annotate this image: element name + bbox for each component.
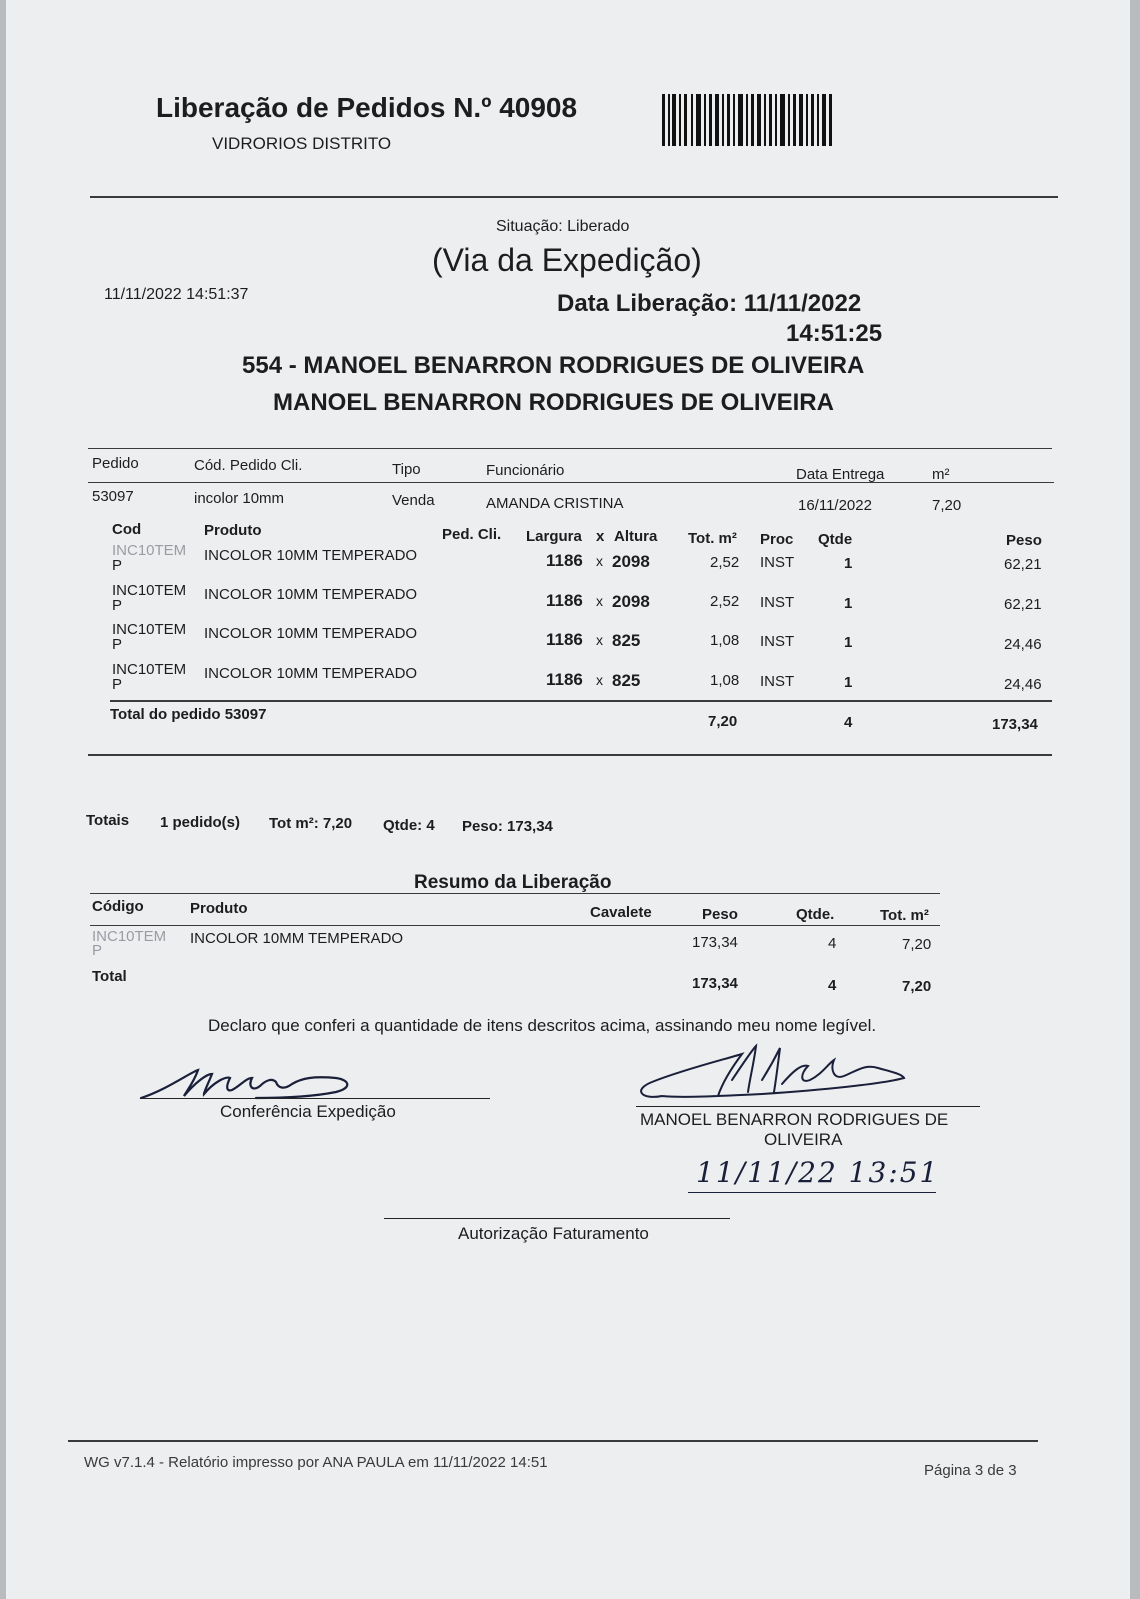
item-produto: INCOLOR 10MM TEMPERADO <box>204 625 418 642</box>
item-tot-m2: 1,08 <box>710 672 740 689</box>
item-cod-suffix: P <box>112 676 123 693</box>
data-liberacao: Data Liberação: 11/11/2022 <box>557 290 862 317</box>
item-qtde: 1 <box>844 595 853 612</box>
item-header-cod: Cod <box>112 521 142 538</box>
item-largura: 1186 <box>546 630 583 649</box>
resumo-header-rule <box>90 925 940 926</box>
item-header-x: x <box>596 528 605 545</box>
item-x: x <box>596 553 603 569</box>
resumo-top-rule <box>90 893 940 894</box>
autorizacao-label: Autorização Faturamento <box>458 1224 649 1243</box>
totais-tot-m2: Tot m²: 7,20 <box>269 815 353 832</box>
col-header-data-entrega: Data Entrega <box>796 466 885 483</box>
situacao-label: Situação: Liberado <box>496 218 630 235</box>
item-cod-suffix: P <box>112 636 123 653</box>
resumo-header-codigo: Código <box>92 898 144 915</box>
totais-pedidos: 1 pedido(s) <box>160 814 241 831</box>
order-cod-pedido-cli: incolor 10mm <box>194 490 285 507</box>
order-data-entrega: 16/11/2022 <box>798 497 872 514</box>
col-header-funcionario: Funcionário <box>486 462 565 479</box>
handwritten-date: 11/11/22 13:51 <box>696 1156 940 1189</box>
item-cod: INC10TEM <box>112 582 187 599</box>
item-qtde: 1 <box>844 674 853 691</box>
resumo-peso: 173,34 <box>692 934 738 951</box>
header-divider <box>90 196 1058 198</box>
resumo-header-qtde: Qtde. <box>796 906 835 923</box>
item-produto: INCOLOR 10MM TEMPERADO <box>204 547 418 564</box>
resumo-qtde: 4 <box>828 935 837 952</box>
item-tot-m2: 2,52 <box>710 593 740 610</box>
item-header-proc: Proc <box>760 531 794 548</box>
totais-qtde: Qtde: 4 <box>383 817 435 834</box>
item-largura: 1186 <box>546 591 583 610</box>
item-proc: INST <box>760 554 795 571</box>
item-qtde: 1 <box>844 634 853 651</box>
resumo-header-cavalete: Cavalete <box>590 904 652 921</box>
order-tipo: Venda <box>392 492 435 509</box>
item-peso: 24,46 <box>1004 676 1042 693</box>
handwritten-signature-right <box>622 1040 922 1110</box>
item-proc: INST <box>760 594 795 611</box>
item-altura: 825 <box>612 671 641 690</box>
resumo-title: Resumo da Liberação <box>414 872 612 893</box>
item-proc: INST <box>760 633 795 650</box>
col-header-m2: m² <box>932 466 950 483</box>
item-proc: INST <box>760 673 795 690</box>
footer-printed-by: WG v7.1.4 - Relatório impresso por ANA PAULA em 11/11/2022 14:51 <box>84 1454 548 1471</box>
item-cod-suffix: P <box>112 557 123 574</box>
resumo-header-tot-m2: Tot. m² <box>880 907 929 924</box>
item-produto: INCOLOR 10MM TEMPERADO <box>204 665 418 682</box>
resumo-codigo: INC10TEM <box>92 928 167 945</box>
item-altura: 2098 <box>612 592 650 611</box>
resumo-header-peso: Peso <box>702 906 738 923</box>
signature-line-right <box>636 1106 980 1107</box>
resumo-tot-m2: 7,20 <box>902 936 932 953</box>
order-total-label: Total do pedido 53097 <box>110 706 267 723</box>
totais-peso: Peso: 173,34 <box>462 818 553 835</box>
order-total-peso: 173,34 <box>992 716 1038 733</box>
signature-label-right-line1: MANOEL BENARRON RODRIGUES DE <box>640 1110 949 1129</box>
item-qtde: 1 <box>844 555 853 572</box>
document-page <box>6 0 1130 1599</box>
resumo-header-produto: Produto <box>190 900 248 917</box>
item-tot-m2: 2,52 <box>710 554 740 571</box>
via-label: (Via da Expedição) <box>432 242 702 278</box>
item-peso: 24,46 <box>1004 636 1042 653</box>
col-header-tipo: Tipo <box>392 461 421 478</box>
client-name: MANOEL BENARRON RODRIGUES DE OLIVEIRA <box>273 389 834 416</box>
item-header-produto: Produto <box>204 522 262 539</box>
handwritten-date-underline <box>688 1192 936 1193</box>
order-pedido: 53097 <box>92 488 134 505</box>
item-header-qtde: Qtde <box>818 531 853 548</box>
item-largura: 1186 <box>546 670 583 689</box>
document-title: Liberação de Pedidos N.º 40908 <box>156 92 578 123</box>
item-cod-suffix: P <box>112 597 123 614</box>
signature-line-left <box>140 1098 490 1099</box>
item-peso: 62,21 <box>1004 556 1042 573</box>
item-header-peso: Peso <box>1006 532 1042 549</box>
client-code-name: 554 - MANOEL BENARRON RODRIGUES DE OLIVEIRA <box>242 352 865 379</box>
resumo-codigo-suffix: P <box>92 942 103 959</box>
order-m2: 7,20 <box>932 497 962 514</box>
item-cod: INC10TEM <box>112 661 187 678</box>
declaration-text: Declaro que conferi a quantidade de itens descritos acima, assinando meu nome legível. <box>208 1016 877 1035</box>
resumo-total-label: Total <box>92 968 127 985</box>
resumo-total-qtde: 4 <box>828 977 837 994</box>
footer-rule <box>68 1440 1038 1442</box>
order-funcionario: AMANDA CRISTINA <box>486 495 624 512</box>
resumo-produto: INCOLOR 10MM TEMPERADO <box>190 930 404 947</box>
item-altura: 2098 <box>612 552 650 571</box>
data-liberacao-time: 14:51:25 <box>786 320 883 347</box>
order-total-tot-m2: 7,20 <box>708 713 738 730</box>
order-header-rule <box>88 482 1054 483</box>
item-cod: INC10TEM <box>112 542 187 559</box>
barcode-icon <box>662 94 834 146</box>
signature-label-right-line2: OLIVEIRA <box>764 1130 843 1149</box>
items-total-rule <box>110 700 1052 702</box>
footer-page-number: Página 3 de 3 <box>924 1462 1017 1479</box>
order-total-qtde: 4 <box>844 714 853 731</box>
item-x: x <box>596 593 603 609</box>
item-largura: 1186 <box>546 551 583 570</box>
item-header-largura: Largura <box>526 528 582 545</box>
signature-line-autorizacao <box>384 1218 730 1219</box>
printed-timestamp: 11/11/2022 14:51:37 <box>104 286 249 303</box>
col-header-pedido: Pedido <box>92 455 139 472</box>
item-x: x <box>596 672 603 688</box>
resumo-total-tot-m2: 7,20 <box>902 978 932 995</box>
item-tot-m2: 1,08 <box>710 632 740 649</box>
order-table-top-rule <box>88 448 1052 449</box>
totais-label: Totais <box>86 812 130 829</box>
col-header-cod-pedido-cli: Cód. Pedido Cli. <box>194 457 303 474</box>
item-cod: INC10TEM <box>112 621 187 638</box>
item-header-ped-cli: Ped. Cli. <box>442 526 502 543</box>
order-table-bottom-rule <box>88 754 1052 756</box>
item-produto: INCOLOR 10MM TEMPERADO <box>204 586 418 603</box>
item-header-tot-m2: Tot. m² <box>688 530 737 547</box>
item-x: x <box>596 632 603 648</box>
item-altura: 825 <box>612 631 641 650</box>
item-peso: 62,21 <box>1004 596 1042 613</box>
signature-label-left: Conferência Expedição <box>220 1102 396 1121</box>
item-header-altura: Altura <box>614 528 658 545</box>
company-name: VIDRORIOS DISTRITO <box>212 134 392 153</box>
resumo-total-peso: 173,34 <box>692 975 738 992</box>
